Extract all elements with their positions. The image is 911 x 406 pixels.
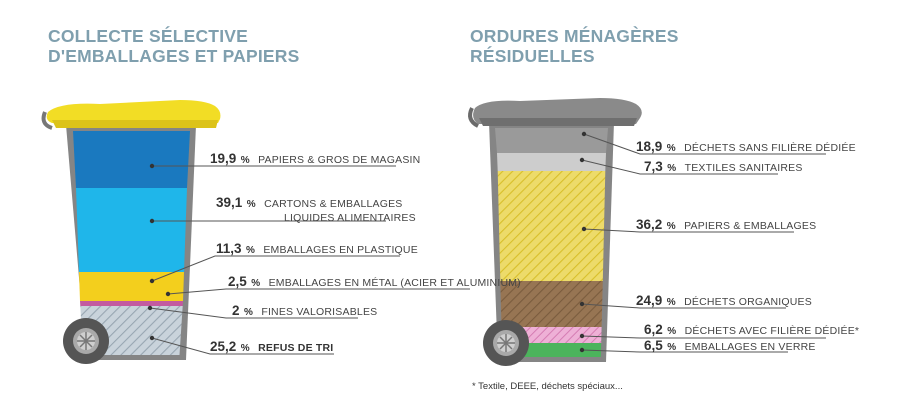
right-label-verre: 6,5 % EMBALLAGES EN VERRE xyxy=(644,338,816,353)
right-title-line1: ORDURES MÉNAGÈRES xyxy=(470,26,679,46)
left-bin-lid xyxy=(47,100,221,123)
right-segment-papiers-emballages xyxy=(498,171,606,281)
right-label-sans-filiere: 18,9 % DÉCHETS SANS FILIÈRE DÉDIÉE xyxy=(636,139,856,154)
left-label-papiers: 19,9 % PAPIERS & GROS DE MAGASIN xyxy=(210,151,421,166)
right-label-organiques: 24,9 % DÉCHETS ORGANIQUES xyxy=(636,293,812,308)
left-title-line1: COLLECTE SÉLECTIVE xyxy=(48,26,249,46)
left-label-plastique: 11,3 % EMBALLAGES EN PLASTIQUE xyxy=(216,241,418,256)
left-label-fines: 2 % FINES VALORISABLES xyxy=(232,303,378,318)
left-segment-papiers xyxy=(73,131,190,188)
left-segment-cartons-plastique xyxy=(76,188,187,272)
right-segment-sans-filiere xyxy=(495,128,608,153)
left-title-line2: D'EMBALLAGES ET PAPIERS xyxy=(48,46,300,66)
left-segment-fines xyxy=(80,301,183,306)
left-label-metal: 2,5 % EMBALLAGES EN MÉTAL (ACIER ET ALUMINIUM) xyxy=(228,274,521,289)
right-label-filiere-dediee: 6,2 % DÉCHETS AVEC FILIÈRE DÉDIÉE* xyxy=(644,322,860,337)
right-title-line2: RÉSIDUELLES xyxy=(470,46,595,66)
left-segment-metal xyxy=(79,272,184,301)
left-label-cartons: 39,1 % CARTONS & EMBALLAGES LIQUIDES ALIMENTAIRES xyxy=(216,195,416,224)
left-bin xyxy=(44,100,470,364)
right-label-papiers-emballages: 36,2 % PAPIERS & EMBALLAGES xyxy=(636,217,817,232)
footnote: * Textile, DEEE, déchets spéciaux... xyxy=(472,381,623,392)
right-label-textiles: 7,3 % TEXTILES SANITAIRES xyxy=(644,159,803,174)
left-label-refus: 25,2 % REFUS DE TRI xyxy=(210,339,334,354)
